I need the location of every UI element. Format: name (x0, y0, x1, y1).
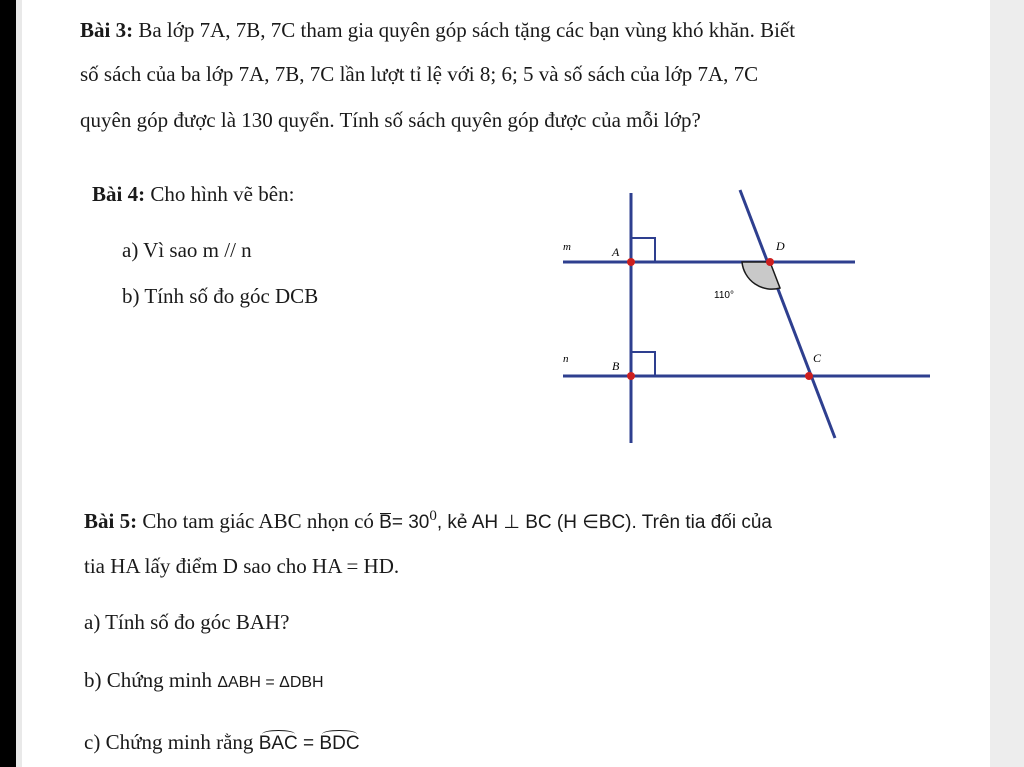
bai5-degree: 0 (429, 508, 437, 524)
geometry-figure (540, 180, 940, 450)
bai3-line3: quyên góp được là 130 quyển. Tính số sách quyên góp được của mỗi lớp? (80, 108, 701, 132)
bai5-text3: , kẻ AH ⊥ BC (H ∈BC). Trên tia đối của (436, 512, 772, 533)
bai4-question-b: b) Tính số đo góc DCB (122, 284, 319, 308)
left-border-shade (16, 0, 22, 767)
bai5-question-c (84, 730, 360, 755)
point-D (766, 258, 774, 266)
bai5-c-eq: = (297, 733, 320, 754)
label-B: B (612, 359, 620, 373)
angle-110-marker (742, 262, 780, 289)
label-D: D (776, 239, 785, 253)
arc-BAC: BAC (258, 733, 298, 754)
label-C: C (813, 351, 822, 365)
right-scroll-area[interactable] (990, 0, 1024, 767)
bai4-question-a: a) Vì sao m // n (122, 238, 252, 262)
angle-B-symbol: B (379, 512, 392, 533)
bai5-line2: tia HA lấy điểm D sao cho HA = HD. (84, 554, 400, 578)
bai5-line1 (84, 508, 772, 534)
bai5-text1: Cho tam giác ABC nhọn có (142, 509, 374, 533)
bai3-line1 (80, 18, 795, 43)
bai5-c-prefix: c) Chứng minh rằng (84, 730, 254, 754)
point-A (627, 258, 635, 266)
right-angle-A-icon (631, 238, 655, 262)
label-m: m (563, 241, 571, 253)
label-A: A (612, 245, 620, 259)
bai5-equals-30: = 30 (391, 512, 430, 533)
point-B (627, 372, 635, 380)
point-C (805, 372, 813, 380)
angle-label: 110° (714, 290, 734, 301)
bai3-text1: Ba lớp 7A, 7B, 7C tham gia quyên góp sách tặng các bạn vùng khó khăn. Biết (138, 18, 796, 42)
bai4-text: Cho hình vẽ bên: (150, 182, 295, 206)
bai5-question-a: a) Tính số đo góc BAH? (84, 610, 290, 634)
bai5-b-math: ΔABH = ΔDBH (217, 674, 324, 691)
left-border (0, 0, 16, 767)
bai3-line2: số sách của ba lớp 7A, 7B, 7C lần lượt tỉ lệ với 8; 6; 5 và số sách của lớp 7A, 7C (80, 62, 759, 86)
line-DC (740, 190, 835, 438)
bai5-b-prefix: b) Chứng minh (84, 668, 213, 692)
bai4-label: Bài 4: (92, 182, 146, 206)
label-n: n (563, 353, 569, 365)
arc-BDC: BDC (319, 733, 360, 754)
bai3-label: Bài 3: (80, 18, 134, 42)
bai5-label: Bài 5: (84, 509, 138, 533)
bai4-heading (92, 182, 294, 207)
right-angle-B-icon (631, 352, 655, 376)
bai5-question-b (84, 668, 324, 693)
